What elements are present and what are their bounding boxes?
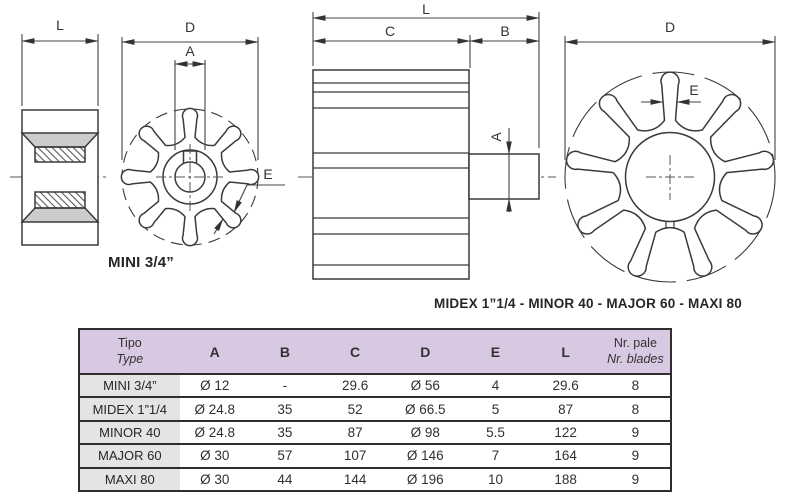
dim-label-E: E [689,82,699,98]
cell-blades: 9 [601,468,671,491]
header-col-C: C [350,343,361,360]
cell-E: 5 [460,397,530,420]
dim-label-A: A [488,132,504,142]
cell-blades: 9 [601,421,671,444]
header-col-L: L [561,343,570,360]
cell-A: Ø 24.8 [180,421,250,444]
hub-insert-hatch-bottom [35,192,85,208]
cell-E: 4 [460,374,530,397]
cell-blades: 8 [601,397,671,420]
dim-label-E: E [263,166,273,182]
cell-D: Ø 66.5 [390,397,460,420]
header-col-A: A [209,343,220,360]
table-row-minor [79,421,671,444]
dim-label-A: A [185,43,195,59]
cell-D: Ø 56 [390,374,460,397]
dim-label-C: C [384,23,396,39]
header-col-D: D [420,343,431,360]
cell-D: Ø 196 [390,468,460,491]
cell-C: 52 [320,397,390,420]
cell-B: 35 [250,397,320,420]
dim-label-L: L [56,17,64,33]
row-label: MIDEX 1”1/4 [79,397,180,420]
table-row-mini [79,374,671,397]
cell-A: Ø 30 [180,444,250,467]
spec-table [78,328,672,492]
mini-side-view [10,17,110,245]
header-blades [601,329,671,374]
shaft [469,154,539,199]
header-tipo [79,329,180,374]
cell-E: 5.5 [460,421,530,444]
rubber-flange-top [22,133,98,147]
row-label: MINOR 40 [79,421,180,444]
cell-B: 35 [250,421,320,444]
row-label: MINI 3/4” [79,374,180,397]
table-row-major [79,444,671,467]
cell-A: Ø 12 [180,374,250,397]
cell-B: 44 [250,468,320,491]
cell-C: 87 [320,421,390,444]
cell-C: 29.6 [320,374,390,397]
cell-E: 10 [460,468,530,491]
cell-L: 87 [531,397,601,420]
large-side-view [298,1,556,279]
cell-L: 188 [531,468,601,491]
cell-blades: 9 [601,444,671,467]
caption-large: MIDEX 1”1/4 - MINOR 40 - MAJOR 60 - MAXI 80 [434,296,742,311]
header-pale-en: Nr. blades [607,351,664,366]
caption-mini: MINI 3/4” [108,254,174,271]
dim-label-L: L [422,1,430,17]
mini-impeller-view [121,19,285,246]
header-tipo-en: Type [116,351,144,366]
dim-label-D: D [664,19,676,35]
cell-C: 144 [320,468,390,491]
dim-mini-L [22,34,98,106]
dim-label-D: D [184,19,196,35]
header-col-E: E [490,343,501,360]
cell-L: 29.6 [531,374,601,397]
header-tipo-it: Tipo [117,335,142,350]
cell-blades: 8 [601,374,671,397]
header-pale-it: Nr. pale [613,335,657,350]
table-row-midex [79,397,671,420]
row-label: MAJOR 60 [79,444,180,467]
cell-B: - [250,374,320,397]
large-impeller-view [565,19,775,282]
cell-B: 57 [250,444,320,467]
hub-insert-hatch-top [35,147,85,162]
cell-A: Ø 30 [180,468,250,491]
table-header-row [79,329,671,374]
cell-A: Ø 24.8 [180,397,250,420]
header-col-B: B [279,343,290,360]
cell-C: 107 [320,444,390,467]
cell-D: Ø 146 [390,444,460,467]
cell-L: 122 [531,421,601,444]
cell-D: Ø 98 [390,421,460,444]
rubber-flange-bottom [22,208,98,222]
cell-E: 7 [460,444,530,467]
dim-label-B: B [500,23,510,39]
cell-L: 164 [531,444,601,467]
table-row-maxi [79,468,671,491]
row-label: MAXI 80 [79,468,180,491]
